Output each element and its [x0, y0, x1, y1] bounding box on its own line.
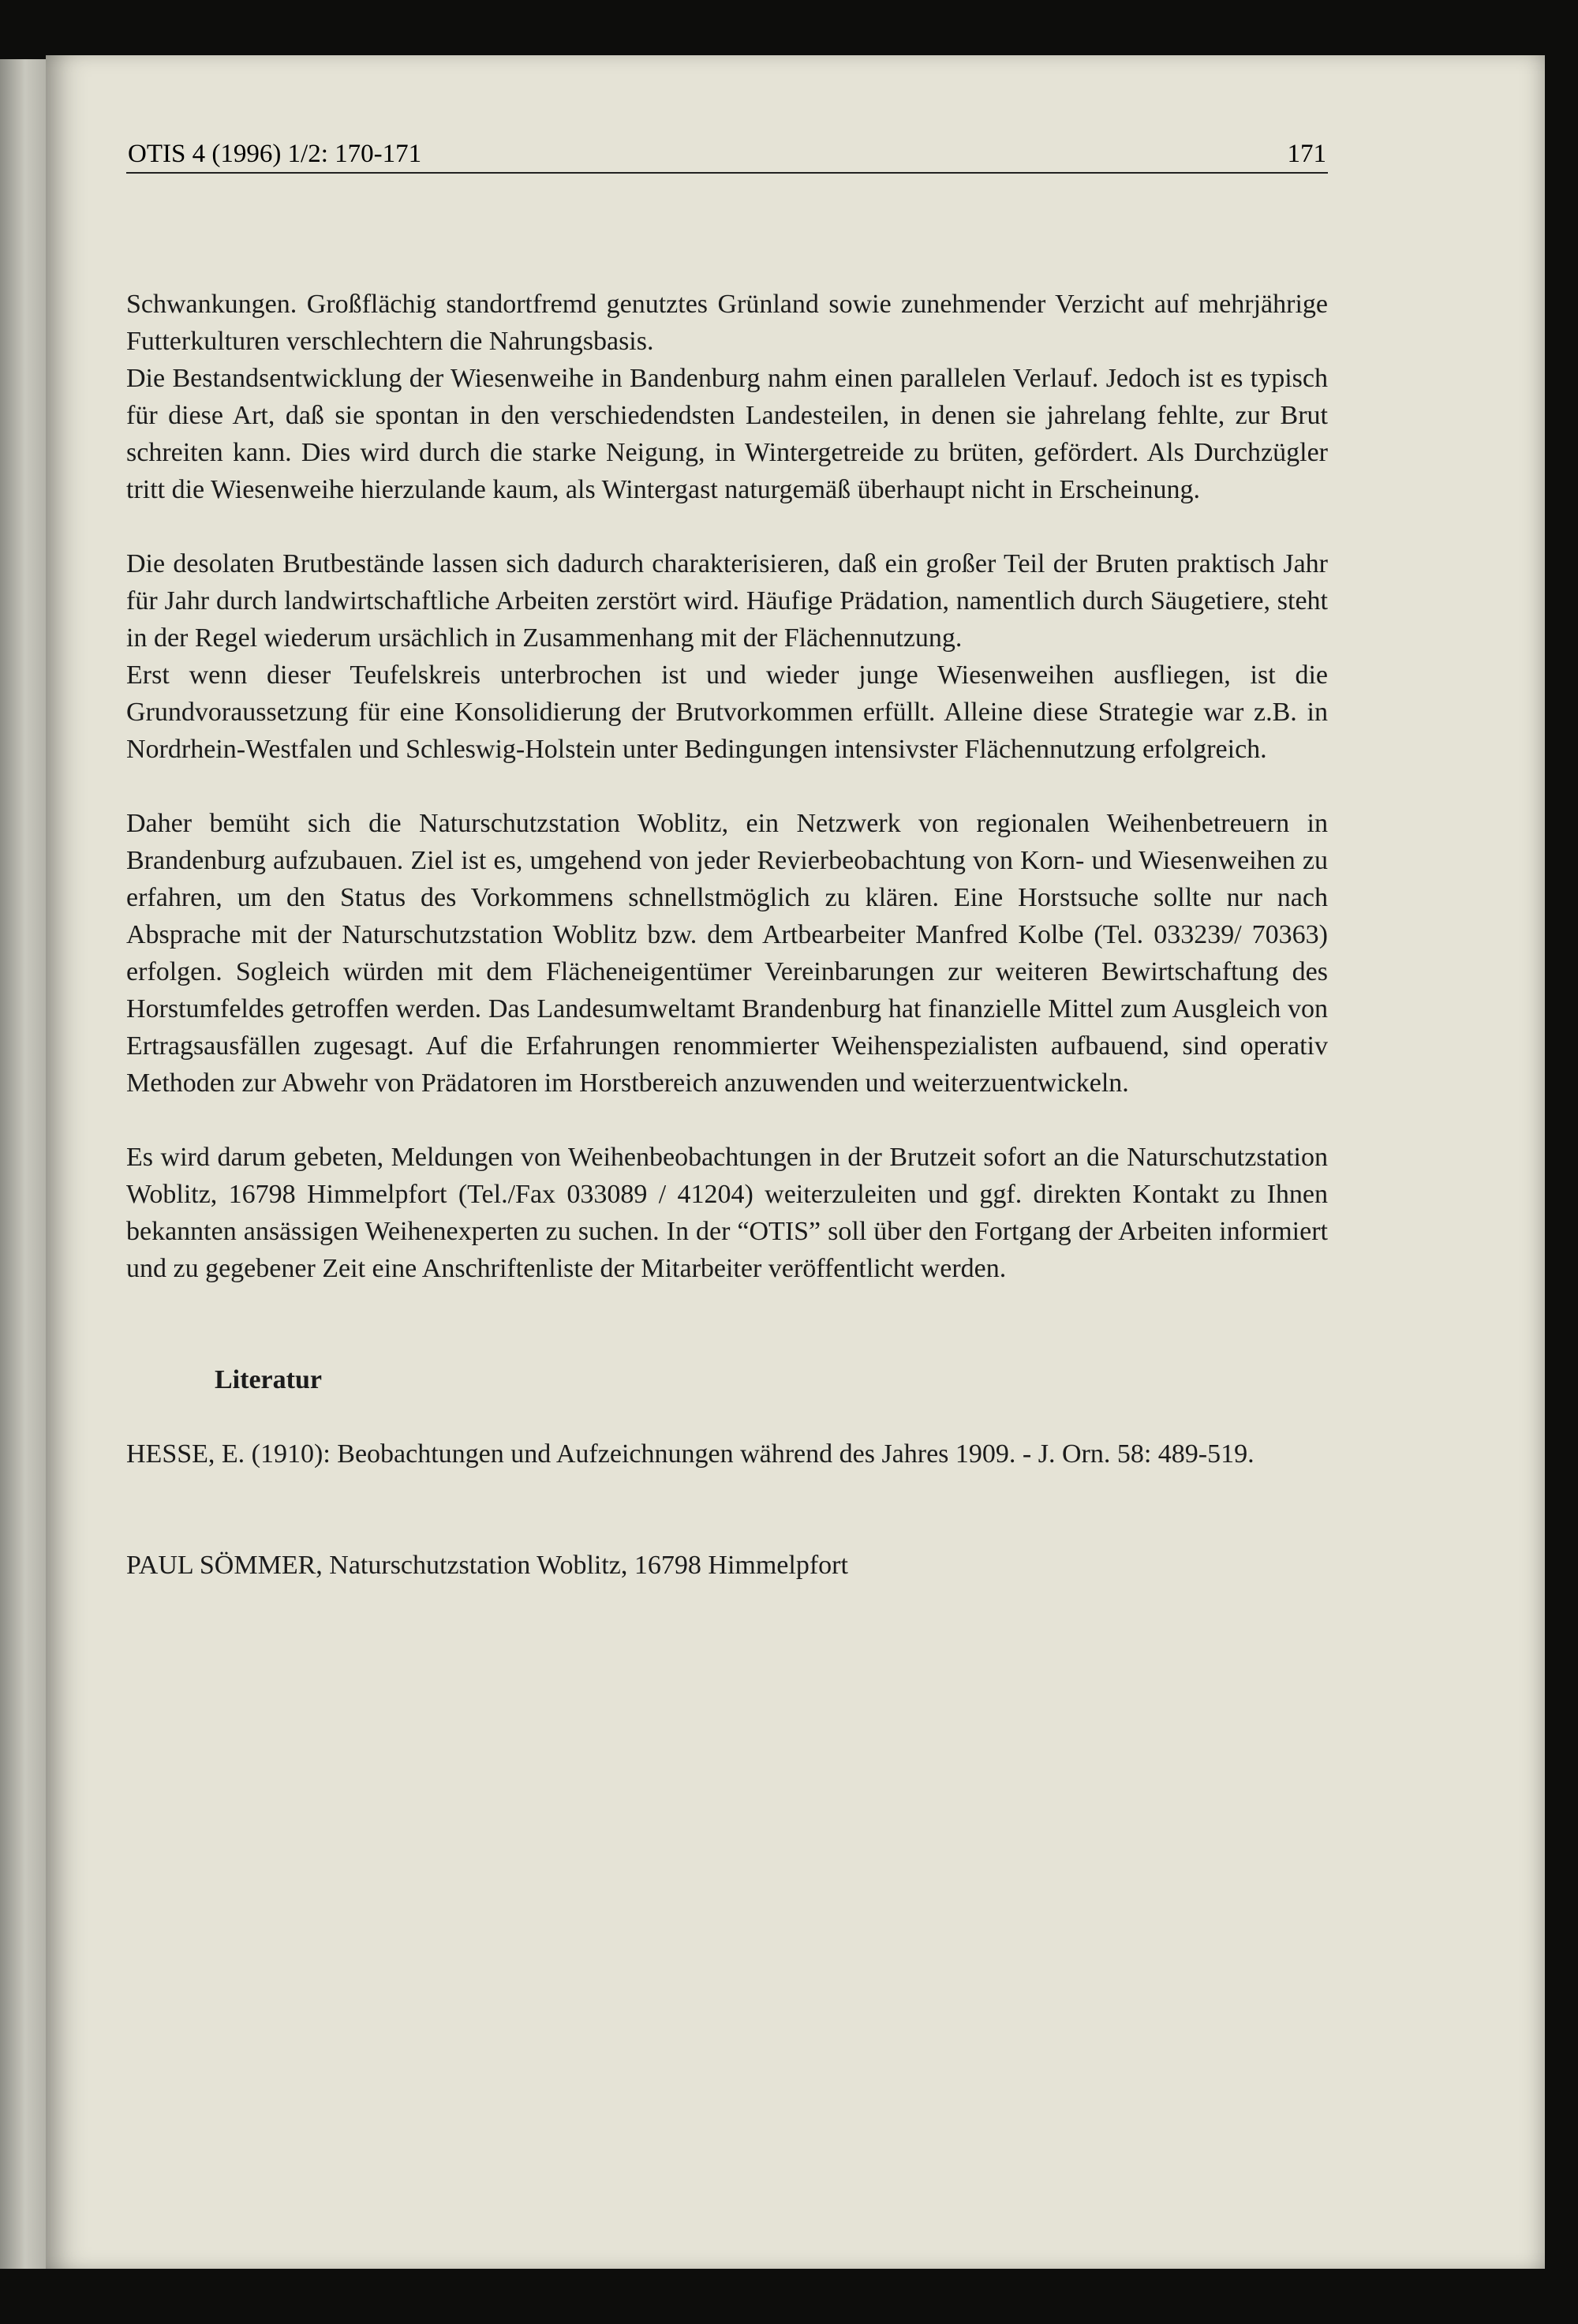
book-spine-edge: [0, 59, 46, 2269]
paragraph: Erst wenn dieser Teufelskreis unterbrochen ist und wieder junge Wiesenweihen ausfliegen, ist die Grundvoraussetzung für eine Konsolidierung der Brutvorkommen erfüllt. Alleine diese Strategie war z.B. in Nordrhein-Westfalen und Schleswig-Holstein unter Bedingungen intensivster Flächennutzung erfolgreich.: [126, 661, 1328, 764]
paragraph: Die desolaten Brutbestände lassen sich dadurch charakterisieren, daß ein großer Teil der Bruten praktisch Jahr für Jahr durch landwirtschaftliche Arbeiten zerstört wird. Häufige Prädation, namentlich durch Säugetiere, steht in der Regel wiederum ursächlich in Zusammenhang mit der Flächennutzung.: [126, 549, 1328, 653]
paragraph: Daher bemüht sich die Naturschutzstation Woblitz, ein Netzwerk von regionalen Weihenbetreuern in Brandenburg aufzubauen. Ziel ist es, umgehend von jeder Revierbeobachtung von Korn- und Wiesenweihen zu erfahren, um den Status des Vorkommens schnellstmöglich zu klären. Eine Horstsuche sollte nur nach Absprache mit der Naturschutzstation Woblitz bzw. dem Artbearbeiter Manfred Kolbe (Tel. 033239/ 70363) erfolgen. Sogleich würden mit dem Flächeneigentümer Vereinbarungen zur weiteren Bewirtschaftung des Horstumfeldes getroffen werden. Das Landesumweltamt Brandenburg hat finanzielle Mittel zum Ausgleich von Ertragsausfällen zugesagt. Auf die Erfahrungen renommierter Weihenspezialisten aufbauend, sind operativ Methoden zur Abwehr von Prädatoren im Horstbereich anzuwenden und weiterzuentwickeln.: [126, 809, 1328, 1098]
page-number: 171: [1287, 140, 1326, 168]
literature-heading: Literatur: [215, 1365, 322, 1394]
author-line: PAUL SÖMMER, Naturschutzstation Woblitz, 16798 Himmelpfort: [126, 1551, 848, 1580]
paragraph: Schwankungen. Großflächig standortfremd genutztes Grünland sowie zunehmender Verzicht auf mehrjährige Futterkulturen verschlechtern die Nahrungsbasis.: [126, 290, 1328, 356]
journal-reference: OTIS 4 (1996) 1/2: 170-171: [128, 140, 422, 168]
paragraph: Es wird darum gebeten, Meldungen von Weihenbeobachtungen in der Brutzeit sofort an die Naturschutzstation Woblitz, 16798 Himmelpfort (Tel./Fax 033089 / 41204) weiterzuleiten und ggf. direkten Kontakt zu Ihnen bekannten ansässigen Weihenexperten zu suchen. In der “OTIS” soll über den Fortgang der Arbeiten informiert und zu gegebener Zeit eine Anschriftenliste der Mitarbeiter veröffentlicht werden.: [126, 1143, 1328, 1283]
literature-reference: HESSE, E. (1910): Beobachtungen und Aufzeichnungen während des Jahres 1909. - J. Orn. 58: 489-519.: [126, 1439, 1255, 1469]
paragraph: Die Bestandsentwicklung der Wiesenweihe in Bandenburg nahm einen parallelen Verlauf. Jedoch ist es typisch für diese Art, daß sie spontan in den verschiedendsten Landesteilen, in denen sie jahrelang fehlte, zur Brut schreiten kann. Dies wird durch die starke Neigung, in Wintergetreide zu brüten, gefördert. Als Durchzügler tritt die Wiesenweihe hierzulande kaum, als Wintergast naturgemäß überhaupt nicht in Erscheinung.: [126, 364, 1328, 504]
article-body: [126, 286, 1328, 1584]
running-header: [126, 136, 1328, 174]
